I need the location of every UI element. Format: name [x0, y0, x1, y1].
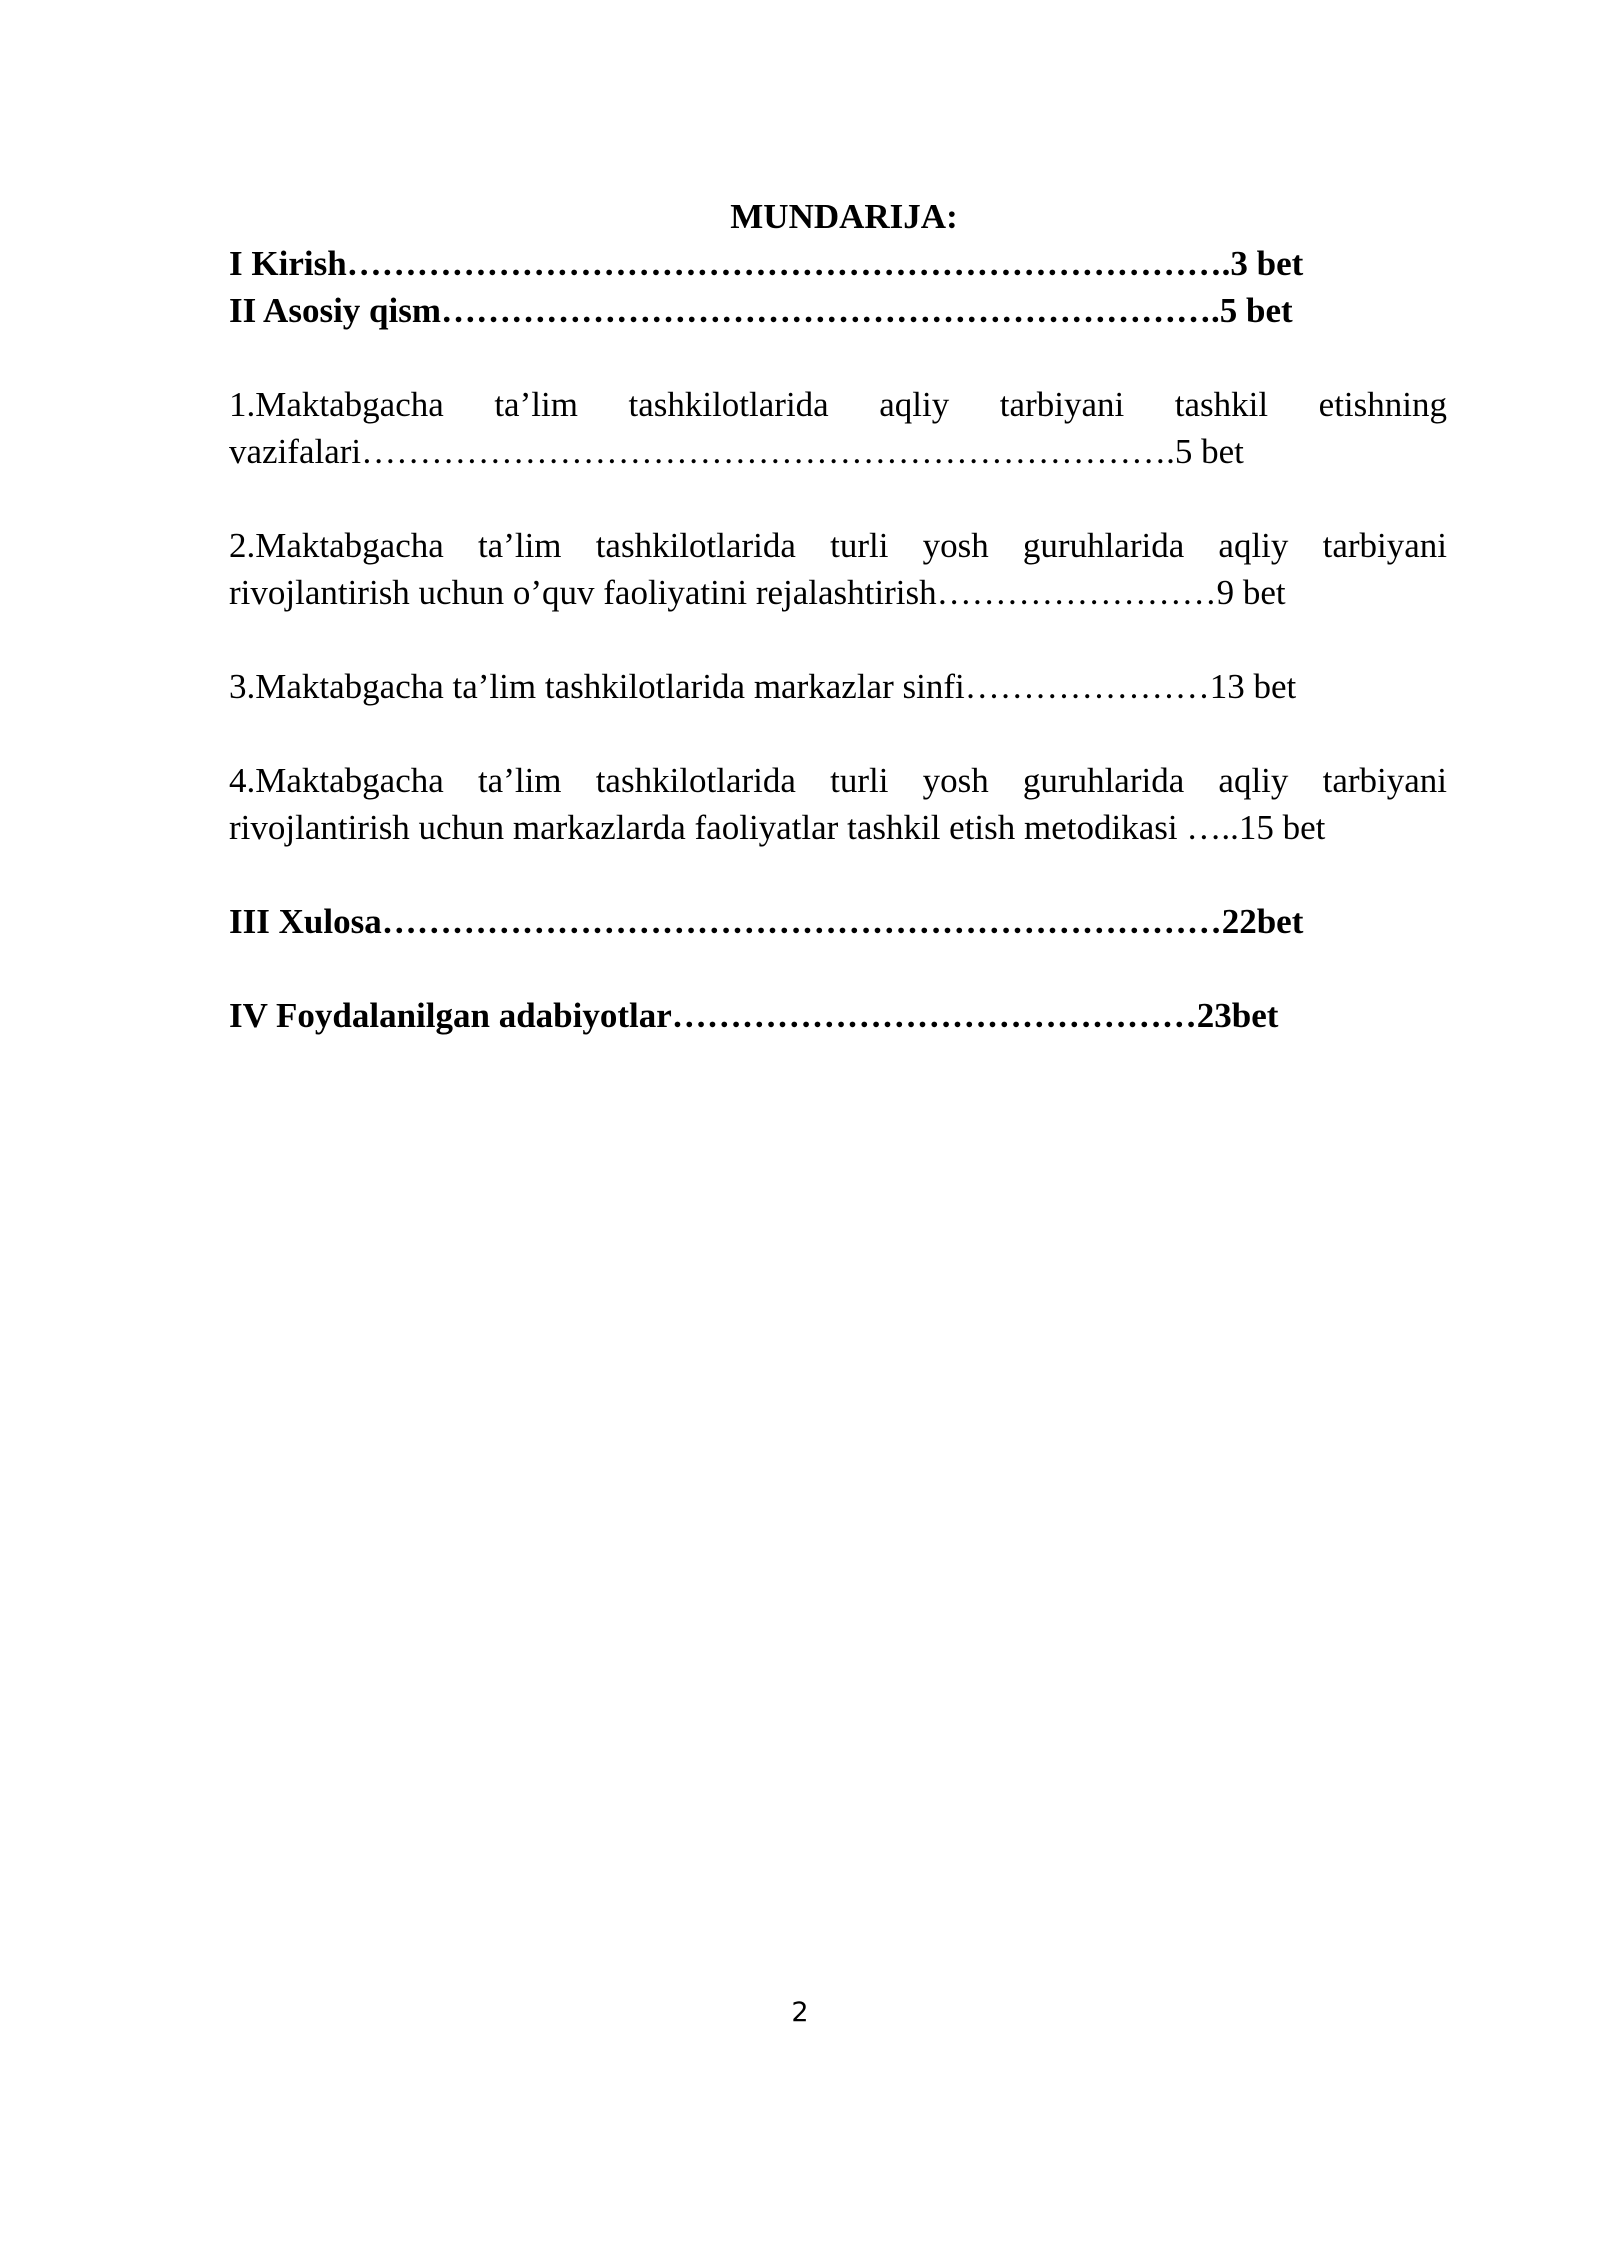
toc-entry-section-3: 3.Maktabgacha ta’lim tashkilotlarida markazlar sinfi…………………13 bet	[229, 667, 1297, 706]
spacer	[229, 616, 1447, 663]
toc-entry-section-2	[229, 522, 1447, 616]
spacer	[229, 851, 1447, 898]
toc-entry-section-2-line-1: 2.Maktabgacha ta’lim tashkilotlarida turli yosh guruhlarida aqliy tarbiyani	[229, 526, 1447, 565]
toc-entry-section-2-line-2: rivojlantirish uchun o’quv faoliyatini rejalashtirish……………………9 bet	[229, 573, 1286, 612]
toc-entry-kirish: I Kirish………………………………………………………………….3 bet	[229, 244, 1304, 283]
toc-entry-section-4-line-1: 4.Maktabgacha ta’lim tashkilotlarida turli yosh guruhlarida aqliy tarbiyani	[229, 761, 1447, 800]
page-number: 2	[791, 1997, 809, 2028]
spacer	[229, 710, 1447, 757]
spacer	[229, 334, 1447, 381]
toc-entry-asosiy-qism: II Asosiy qism………………………………………………………….5 bet	[229, 291, 1293, 330]
toc-entry-section-1-line-2: vazifalari…………………………………………………………….5 bet	[229, 432, 1244, 471]
toc-entry-section-4	[229, 757, 1447, 851]
table-of-contents	[229, 193, 1447, 1039]
toc-entry-xulosa: III Xulosa………………………………………………………………22bet	[229, 902, 1304, 941]
toc-entry-section-1-line-1: 1.Maktabgacha ta’lim tashkilotlarida aqliy tarbiyani tashkil etishning	[229, 385, 1447, 424]
toc-entry-section-1	[229, 381, 1447, 475]
toc-entry-section-4-line-2: rivojlantirish uchun markazlarda faoliyatlar tashkil etish metodikasi …..15 bet	[229, 808, 1326, 847]
toc-entry-adabiyotlar: IV Foydalanilgan adabiyotlar………………………………………23bet	[229, 996, 1279, 1035]
toc-title: MUNDARIJA:	[730, 197, 958, 236]
spacer	[229, 475, 1447, 522]
spacer	[229, 945, 1447, 992]
